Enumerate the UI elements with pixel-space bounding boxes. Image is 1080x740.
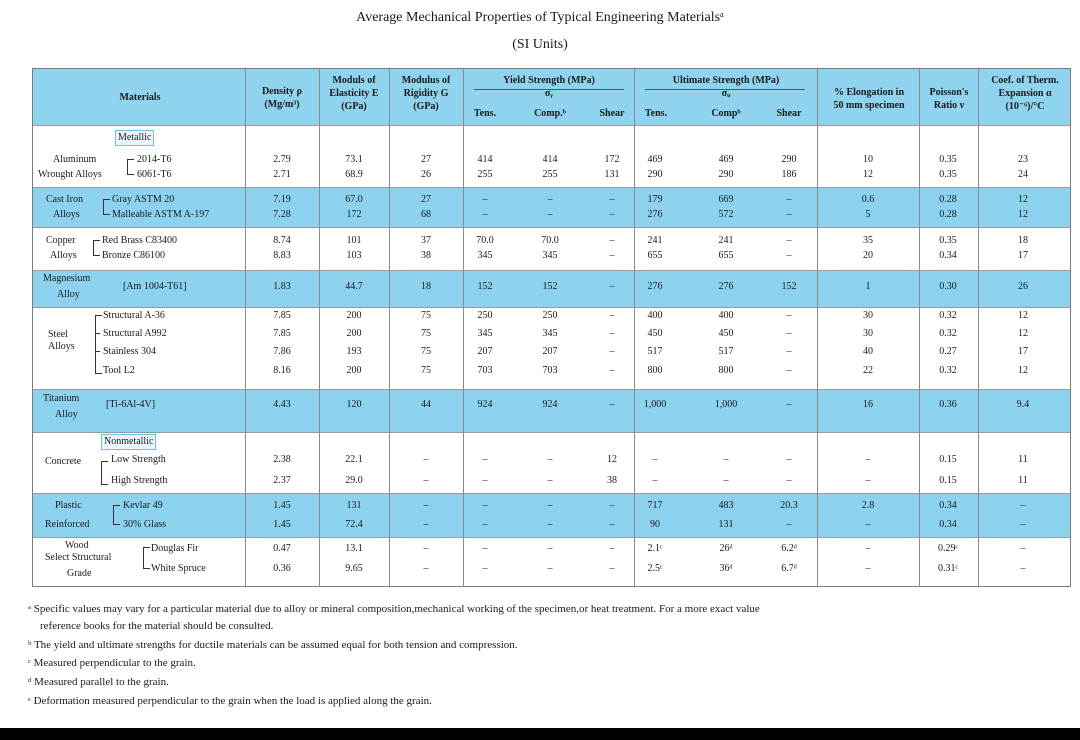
table-cell: 0.15 — [939, 475, 957, 486]
table-cell: 13.1 — [345, 543, 363, 554]
table-cell: 179 — [647, 194, 663, 205]
table-cell: – — [609, 519, 615, 530]
table-cell: 0.36 — [939, 399, 957, 410]
table-cell: 0.34 — [939, 519, 957, 530]
table-cell: 12 — [1018, 328, 1028, 339]
table-cell: 0.28 — [939, 194, 957, 205]
table-cell: 22 — [863, 365, 873, 376]
table-cell: 1.45 — [273, 519, 291, 530]
table-cell: 517 — [647, 346, 663, 357]
table-cell: – — [652, 454, 658, 465]
group-label: Magnesium — [43, 273, 91, 284]
table-cell: 38 — [421, 250, 431, 261]
table-cell: 24 — [1018, 169, 1028, 180]
table-cell: 11 — [1018, 475, 1028, 486]
table-cell: 72.4 — [345, 519, 363, 530]
table-cell: 703 — [542, 365, 558, 376]
table-cell: 8.16 — [273, 365, 291, 376]
table-cell: 186 — [781, 169, 797, 180]
table-cell: 450 — [718, 328, 734, 339]
table-cell: 2.5ᶜ — [647, 563, 663, 574]
table-cell: 68.9 — [345, 169, 363, 180]
table-cell: 44.7 — [345, 281, 363, 292]
table-cell: 27 — [421, 194, 431, 205]
table-cell: 0.6 — [861, 194, 875, 205]
band-cast-iron — [33, 187, 1070, 227]
table-cell: – — [482, 543, 488, 554]
table-cell: 7.28 — [273, 209, 291, 220]
table-cell: 7.85 — [273, 310, 291, 321]
header-materials: Materials — [119, 92, 161, 103]
band-titanium — [33, 389, 1070, 432]
table-cell: 6.7ᵈ — [781, 563, 797, 574]
table-cell: 345 — [542, 328, 558, 339]
bracket-steel — [95, 315, 102, 374]
table-cell: 200 — [346, 365, 362, 376]
header-poisson: Poisson's Ratio ν — [929, 87, 969, 111]
material-name: Gray ASTM 20 — [112, 194, 175, 205]
table-cell: 12 — [1018, 310, 1028, 321]
table-cell: 200 — [346, 328, 362, 339]
table-cell: 800 — [718, 365, 734, 376]
table-cell: 290 — [718, 169, 734, 180]
table-cell: 450 — [647, 328, 663, 339]
table-cell: – — [865, 475, 871, 486]
table-cell: 0.32 — [939, 365, 957, 376]
group-label: Plastic — [55, 500, 82, 511]
table-cell: 7.85 — [273, 328, 291, 339]
table-cell: 0.34 — [939, 250, 957, 261]
table-cell: – — [482, 563, 488, 574]
table-cell: – — [652, 475, 658, 486]
table-cell: 27 — [421, 154, 431, 165]
bracket-tick — [95, 351, 100, 352]
table-cell: 37 — [421, 235, 431, 246]
group-label: Cast Iron — [46, 194, 83, 205]
table-cell: – — [482, 454, 488, 465]
material-name: Red Brass C83400 — [102, 235, 177, 246]
group-label: Concrete — [45, 456, 82, 467]
table-cell: 7.86 — [273, 346, 291, 357]
table-cell: 30 — [863, 310, 873, 321]
table-cell: – — [482, 475, 488, 486]
table-cell: 200 — [346, 310, 362, 321]
table-cell: 2.8 — [861, 500, 875, 511]
table-cell: 469 — [718, 154, 734, 165]
table-cell: 469 — [647, 154, 663, 165]
table-cell: 30 — [863, 328, 873, 339]
table-cell: – — [609, 500, 615, 511]
header-ultimate: Ultimate Strength (MPa) σᵤ — [672, 75, 780, 99]
table-cell: – — [786, 346, 792, 357]
table-cell: – — [786, 250, 792, 261]
table-cell: 152 — [542, 281, 558, 292]
table-cell: 0.34 — [939, 500, 957, 511]
header-ult-comp: Compᵇ — [711, 108, 741, 119]
table-cell: – — [865, 519, 871, 530]
table-cell: 18 — [1018, 235, 1028, 246]
table-cell: 22.1 — [345, 454, 363, 465]
table-cell: – — [423, 454, 429, 465]
table-cell: 1,000 — [714, 399, 738, 410]
table-cell: – — [609, 209, 615, 220]
table-cell: 276 — [647, 281, 663, 292]
table-cell: 0.35 — [939, 154, 957, 165]
group-label: Aluminum — [53, 154, 97, 165]
group-label: Copper — [46, 235, 76, 246]
table-cell: 207 — [477, 346, 493, 357]
table-cell: 103 — [346, 250, 362, 261]
table-cell: 276 — [647, 209, 663, 220]
header-ult-tens: Tens. — [644, 108, 668, 119]
table-cell: 255 — [542, 169, 558, 180]
table-cell: 250 — [542, 310, 558, 321]
header-thermal: Coef. of Therm. Expansion α (10⁻⁶)/°C — [991, 75, 1059, 112]
table-cell: 35 — [863, 235, 873, 246]
table-cell: 131 — [346, 500, 362, 511]
table-cell: – — [786, 519, 792, 530]
table-cell: 1,000 — [643, 399, 667, 410]
table-cell: – — [423, 563, 429, 574]
material-name: Stainless 304 — [103, 346, 157, 357]
table-cell: 400 — [647, 310, 663, 321]
table-cell: 67.0 — [345, 194, 363, 205]
header-yield-shear: Shear — [599, 108, 625, 119]
footnote-a: ᵃ Specific values may vary for a particular material due to alloy or mineral composition,mechanical working of the specimen,or heat treatment. For a more exact value — [28, 603, 760, 615]
table-cell: 1 — [865, 281, 871, 292]
table-cell: 345 — [542, 250, 558, 261]
table-cell: – — [865, 454, 871, 465]
table-cell: – — [482, 519, 488, 530]
table-cell: 8.74 — [273, 235, 291, 246]
table-cell: 717 — [647, 500, 663, 511]
material-name: Malleable ASTM A-197 — [112, 209, 210, 220]
table-cell: 12 — [863, 169, 873, 180]
table-cell: 703 — [477, 365, 493, 376]
table-cell: 241 — [718, 235, 734, 246]
table-cell: – — [1020, 563, 1026, 574]
table-cell: – — [786, 235, 792, 246]
table-cell: – — [786, 310, 792, 321]
table-cell: – — [609, 310, 615, 321]
group-label: Alloys — [50, 250, 77, 261]
header-elongation: % Elongation in 50 mm specimen — [833, 87, 905, 111]
table-cell: 655 — [718, 250, 734, 261]
table-cell: – — [1020, 500, 1026, 511]
table-cell: 12 — [607, 454, 617, 465]
table-cell: 414 — [477, 154, 493, 165]
table-cell: – — [786, 454, 792, 465]
section-nonmetallic: Nonmetallic — [101, 434, 156, 450]
material-name: Low Strength — [111, 454, 166, 465]
table-cell: – — [482, 194, 488, 205]
table-cell: – — [547, 519, 553, 530]
table-cell: 2.38 — [273, 454, 291, 465]
table-cell: – — [423, 500, 429, 511]
table-cell: 924 — [542, 399, 558, 410]
material-name: Douglas Fir — [151, 543, 199, 554]
table-cell: – — [865, 543, 871, 554]
table-cell: – — [423, 519, 429, 530]
table-cell: 0.31ᶜ — [937, 563, 959, 574]
group-label: Reinforced — [45, 519, 90, 530]
table-cell: 1.45 — [273, 500, 291, 511]
table-cell: – — [786, 399, 792, 410]
table-cell: 0.32 — [939, 328, 957, 339]
table-cell: – — [547, 209, 553, 220]
table-cell: 9.65 — [345, 563, 363, 574]
table-cell: – — [609, 250, 615, 261]
table-cell: 0.32 — [939, 310, 957, 321]
table-cell: 152 — [781, 281, 797, 292]
table-cell: – — [609, 346, 615, 357]
table-cell: 12 — [1018, 365, 1028, 376]
table-cell: 75 — [421, 346, 431, 357]
table-cell: 44 — [421, 399, 431, 410]
table-cell: 345 — [477, 328, 493, 339]
table-cell: 0.30 — [939, 281, 957, 292]
footnote-d: ᵈ Measured parallel to the grain. — [28, 676, 169, 688]
table-cell: 345 — [477, 250, 493, 261]
table-cell: 9.4 — [1016, 399, 1030, 410]
material-name: High Strength — [111, 475, 168, 486]
table-cell: 0.35 — [939, 235, 957, 246]
table-cell: 18 — [421, 281, 431, 292]
table-cell: – — [547, 543, 553, 554]
header-yield: Yield Strength (MPa) σᵧ — [503, 75, 595, 99]
table-cell: 172 — [346, 209, 362, 220]
material-name: 6061-T6 — [137, 169, 172, 180]
table-cell: – — [609, 365, 615, 376]
table-cell: 12 — [1018, 209, 1028, 220]
table-cell: 23 — [1018, 154, 1028, 165]
table-cell: 414 — [542, 154, 558, 165]
table-cell: – — [723, 454, 729, 465]
bracket-plastic — [113, 505, 120, 525]
material-name: Structural A-36 — [103, 310, 165, 321]
table-cell: – — [547, 454, 553, 465]
table-cell: – — [786, 475, 792, 486]
table-cell: 290 — [781, 154, 797, 165]
header-yield-tens: Tens. — [473, 108, 497, 119]
bracket-copper — [93, 240, 100, 256]
table-cell: 90 — [650, 519, 660, 530]
table-cell: 572 — [718, 209, 734, 220]
table-cell: 924 — [477, 399, 493, 410]
material-name: [Am 1004-T61] — [123, 281, 187, 292]
table-cell: 2.37 — [273, 475, 291, 486]
table-cell: – — [609, 563, 615, 574]
table-cell: 0.28 — [939, 209, 957, 220]
table-cell: 6.2ᵈ — [781, 543, 797, 554]
table-cell: – — [786, 328, 792, 339]
table-cell: 17 — [1018, 346, 1028, 357]
table-cell: 0.35 — [939, 169, 957, 180]
table-cell: 20.3 — [780, 500, 798, 511]
material-name: 30% Glass — [123, 519, 167, 530]
table-cell: – — [547, 500, 553, 511]
group-label: Grade — [67, 568, 92, 579]
table-cell: – — [547, 563, 553, 574]
bottom-bar — [0, 728, 1080, 740]
group-label: Select Structural — [45, 552, 112, 563]
table-cell: – — [786, 194, 792, 205]
bracket-aluminum — [127, 159, 134, 175]
table-cell: 5 — [865, 209, 871, 220]
table-cell: 26ᵈ — [719, 543, 733, 554]
group-label: Alloys — [48, 341, 75, 352]
material-name: White Spruce — [151, 563, 206, 574]
table-cell: 20 — [863, 250, 873, 261]
table-cell: 4.43 — [273, 399, 291, 410]
header-modulus-g: Modulus of Rigidity G (GPa) — [401, 75, 451, 112]
table-cell: – — [609, 235, 615, 246]
bracket-wood — [143, 547, 150, 569]
table-cell: 17 — [1018, 250, 1028, 261]
table-cell: 101 — [346, 235, 362, 246]
group-label: Wrought Alloys — [38, 169, 102, 180]
table-cell: 16 — [863, 399, 873, 410]
table-cell: 207 — [542, 346, 558, 357]
table-cell: 75 — [421, 365, 431, 376]
table-cell: 290 — [647, 169, 663, 180]
table-cell: – — [723, 475, 729, 486]
group-label: Wood — [65, 540, 89, 551]
table-cell: – — [482, 500, 488, 511]
bracket-concrete — [101, 461, 108, 485]
table-cell: 0.36 — [273, 563, 291, 574]
material-name: [Ti-6Al-4V] — [106, 399, 156, 410]
table-cell: 669 — [718, 194, 734, 205]
table-cell: 131 — [718, 519, 734, 530]
table-cell: 10 — [863, 154, 873, 165]
table-cell: – — [609, 328, 615, 339]
header-density: Density ρ (Mg/m³) — [261, 86, 303, 110]
footnote-a-cont: reference books for the material should be consulted. — [40, 620, 274, 632]
table-cell: 11 — [1018, 454, 1028, 465]
table-cell: 36ᵈ — [719, 563, 733, 574]
table-cell: – — [547, 194, 553, 205]
group-label: Alloy — [57, 289, 80, 300]
material-name: Tool L2 — [103, 365, 135, 376]
table-cell: – — [1020, 543, 1026, 554]
table-cell: 8.83 — [273, 250, 291, 261]
table-cell: 1.83 — [273, 281, 291, 292]
table-cell: – — [609, 194, 615, 205]
table-cell: 152 — [477, 281, 493, 292]
table-cell: 655 — [647, 250, 663, 261]
group-label: Titanium — [43, 393, 80, 404]
table-cell: 517 — [718, 346, 734, 357]
table-title: Average Mechanical Properties of Typical Engineering Materialsᵃ — [356, 10, 724, 25]
table-cell: 241 — [647, 235, 663, 246]
table-cell: 2.71 — [273, 169, 291, 180]
table-cell: 131 — [604, 169, 620, 180]
header-yield-comp: Comp.ᵇ — [534, 108, 566, 119]
table-cell: 70.0 — [476, 235, 494, 246]
table-cell: 276 — [718, 281, 734, 292]
header-modulus-e: Moduls of Elasticity E (GPa) — [329, 75, 379, 112]
table-cell: – — [1020, 519, 1026, 530]
footnote-c: ᶜ Measured perpendicular to the grain. — [28, 657, 196, 669]
table-cell: 75 — [421, 328, 431, 339]
table-cell: – — [609, 281, 615, 292]
table-cell: 40 — [863, 346, 873, 357]
table-cell: 70.0 — [541, 235, 559, 246]
table-cell: – — [482, 209, 488, 220]
group-label: Alloys — [53, 209, 80, 220]
table-cell: 12 — [1018, 194, 1028, 205]
table-cell: 800 — [647, 365, 663, 376]
material-name: Bronze C86100 — [102, 250, 166, 261]
table-cell: 483 — [718, 500, 734, 511]
group-label: Steel — [48, 329, 68, 340]
table-cell: 250 — [477, 310, 493, 321]
table-cell: – — [423, 543, 429, 554]
section-metallic: Metallic — [115, 130, 154, 146]
table-subtitle: (SI Units) — [512, 37, 568, 52]
table-cell: 0.47 — [273, 543, 291, 554]
table-cell: 7.19 — [273, 194, 291, 205]
table-cell: 26 — [1018, 281, 1028, 292]
material-name: Structural A992 — [103, 328, 167, 339]
footnote-e: ᵉ Deformation measured perpendicular to the grain when the load is applied along the grain. — [28, 695, 432, 707]
table-cell: – — [609, 399, 615, 410]
group-label: Alloy — [55, 409, 78, 420]
table-cell: 75 — [421, 310, 431, 321]
table-cell: 0.27 — [939, 346, 957, 357]
table-cell: 172 — [604, 154, 620, 165]
table-cell: 29.0 — [345, 475, 363, 486]
table-cell: – — [786, 365, 792, 376]
table-cell: 0.15 — [939, 454, 957, 465]
table-cell: 193 — [346, 346, 362, 357]
table-cell: 400 — [718, 310, 734, 321]
material-name: Kevlar 49 — [123, 500, 163, 511]
table-cell: 38 — [607, 475, 617, 486]
bracket-tick — [95, 333, 100, 334]
table-cell: 2.1ᶜ — [647, 543, 663, 554]
table-cell: 255 — [477, 169, 493, 180]
table-cell: 73.1 — [345, 154, 363, 165]
footnote-b: ᵇ The yield and ultimate strengths for ductile materials can be assumed equal for both tension and compression. — [28, 639, 518, 651]
material-name: 2014-T6 — [137, 154, 172, 165]
bracket-cast-iron — [103, 199, 110, 215]
table-cell: – — [786, 209, 792, 220]
table-cell: 2.79 — [273, 154, 291, 165]
table-cell: 26 — [421, 169, 431, 180]
table-cell: 68 — [421, 209, 431, 220]
table-cell: – — [423, 475, 429, 486]
table-cell: – — [547, 475, 553, 486]
table-cell: 120 — [346, 399, 362, 410]
header-ult-shear: Shear — [776, 108, 802, 119]
table-cell: – — [609, 543, 615, 554]
table-cell: 0.29ᶜ — [937, 543, 959, 554]
table-cell: – — [865, 563, 871, 574]
properties-table — [32, 68, 1071, 587]
